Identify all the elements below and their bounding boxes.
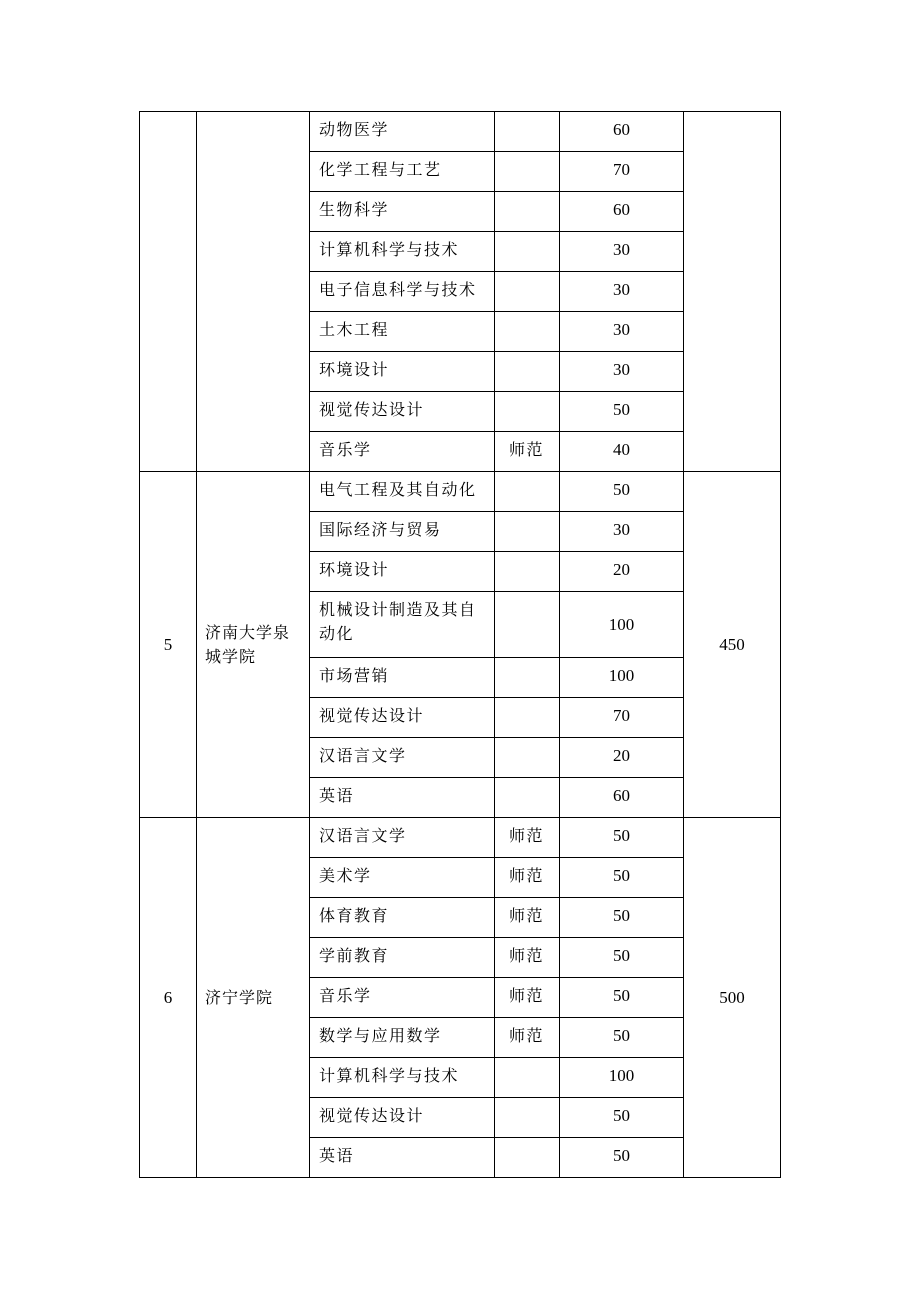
major-cell: 体育教育 <box>310 898 495 938</box>
major-cell: 音乐学 <box>310 978 495 1018</box>
school-name-cell <box>197 112 310 472</box>
quota-cell: 30 <box>560 232 684 272</box>
quota-cell: 50 <box>560 1018 684 1058</box>
note-cell <box>495 512 560 552</box>
major-cell: 生物科学 <box>310 192 495 232</box>
school-name-cell: 济宁学院 <box>197 818 310 1178</box>
major-cell: 国际经济与贸易 <box>310 512 495 552</box>
note-cell <box>495 552 560 592</box>
quota-cell: 30 <box>560 352 684 392</box>
major-cell: 环境设计 <box>310 552 495 592</box>
table-row <box>140 112 781 152</box>
major-cell: 电气工程及其自动化 <box>310 472 495 512</box>
note-cell <box>495 592 560 658</box>
group-total-cell: 500 <box>684 818 781 1178</box>
major-cell: 动物医学 <box>310 112 495 152</box>
table-body <box>140 112 781 1178</box>
major-cell: 汉语言文学 <box>310 818 495 858</box>
major-cell: 美术学 <box>310 858 495 898</box>
quota-cell: 50 <box>560 1098 684 1138</box>
note-cell: 师范 <box>495 818 560 858</box>
note-cell <box>495 312 560 352</box>
quota-cell: 50 <box>560 392 684 432</box>
major-cell: 英语 <box>310 778 495 818</box>
note-cell <box>495 658 560 698</box>
note-cell <box>495 1098 560 1138</box>
quota-cell: 50 <box>560 938 684 978</box>
note-cell <box>495 112 560 152</box>
note-cell <box>495 738 560 778</box>
note-cell: 师范 <box>495 938 560 978</box>
major-cell: 机械设计制造及其自动化 <box>310 592 495 658</box>
major-cell: 英语 <box>310 1138 495 1178</box>
quota-cell: 100 <box>560 658 684 698</box>
quota-cell: 60 <box>560 192 684 232</box>
note-cell <box>495 232 560 272</box>
major-cell: 视觉传达设计 <box>310 698 495 738</box>
quota-cell: 40 <box>560 432 684 472</box>
quota-cell: 70 <box>560 152 684 192</box>
quota-cell: 50 <box>560 472 684 512</box>
major-cell: 环境设计 <box>310 352 495 392</box>
major-cell: 学前教育 <box>310 938 495 978</box>
major-cell: 计算机科学与技术 <box>310 232 495 272</box>
major-cell: 电子信息科学与技术 <box>310 272 495 312</box>
quota-cell: 20 <box>560 552 684 592</box>
note-cell <box>495 392 560 432</box>
group-index-cell <box>140 112 197 472</box>
quota-cell: 50 <box>560 978 684 1018</box>
major-cell: 视觉传达设计 <box>310 392 495 432</box>
quota-cell: 30 <box>560 272 684 312</box>
note-cell <box>495 272 560 312</box>
quota-cell: 30 <box>560 512 684 552</box>
major-cell: 视觉传达设计 <box>310 1098 495 1138</box>
note-cell <box>495 778 560 818</box>
note-cell <box>495 192 560 232</box>
major-cell: 汉语言文学 <box>310 738 495 778</box>
note-cell: 师范 <box>495 978 560 1018</box>
major-cell: 音乐学 <box>310 432 495 472</box>
note-cell <box>495 1058 560 1098</box>
group-index-cell: 5 <box>140 472 197 818</box>
quota-cell: 30 <box>560 312 684 352</box>
group-total-cell: 450 <box>684 472 781 818</box>
quota-cell: 50 <box>560 818 684 858</box>
table-row <box>140 472 781 512</box>
note-cell: 师范 <box>495 898 560 938</box>
major-cell: 市场营销 <box>310 658 495 698</box>
note-cell: 师范 <box>495 432 560 472</box>
table-row <box>140 818 781 858</box>
quota-cell: 50 <box>560 858 684 898</box>
note-cell <box>495 1138 560 1178</box>
note-cell <box>495 152 560 192</box>
major-cell: 计算机科学与技术 <box>310 1058 495 1098</box>
enrollment-table <box>139 111 781 1178</box>
quota-cell: 60 <box>560 112 684 152</box>
group-index-cell: 6 <box>140 818 197 1178</box>
quota-cell: 100 <box>560 1058 684 1098</box>
note-cell: 师范 <box>495 858 560 898</box>
note-cell <box>495 352 560 392</box>
major-cell: 化学工程与工艺 <box>310 152 495 192</box>
note-cell <box>495 472 560 512</box>
school-name-cell: 济南大学泉城学院 <box>197 472 310 818</box>
note-cell: 师范 <box>495 1018 560 1058</box>
quota-cell: 20 <box>560 738 684 778</box>
note-cell <box>495 698 560 738</box>
quota-cell: 60 <box>560 778 684 818</box>
quota-cell: 50 <box>560 898 684 938</box>
quota-cell: 100 <box>560 592 684 658</box>
quota-cell: 50 <box>560 1138 684 1178</box>
quota-cell: 70 <box>560 698 684 738</box>
major-cell: 土木工程 <box>310 312 495 352</box>
major-cell: 数学与应用数学 <box>310 1018 495 1058</box>
group-total-cell <box>684 112 781 472</box>
